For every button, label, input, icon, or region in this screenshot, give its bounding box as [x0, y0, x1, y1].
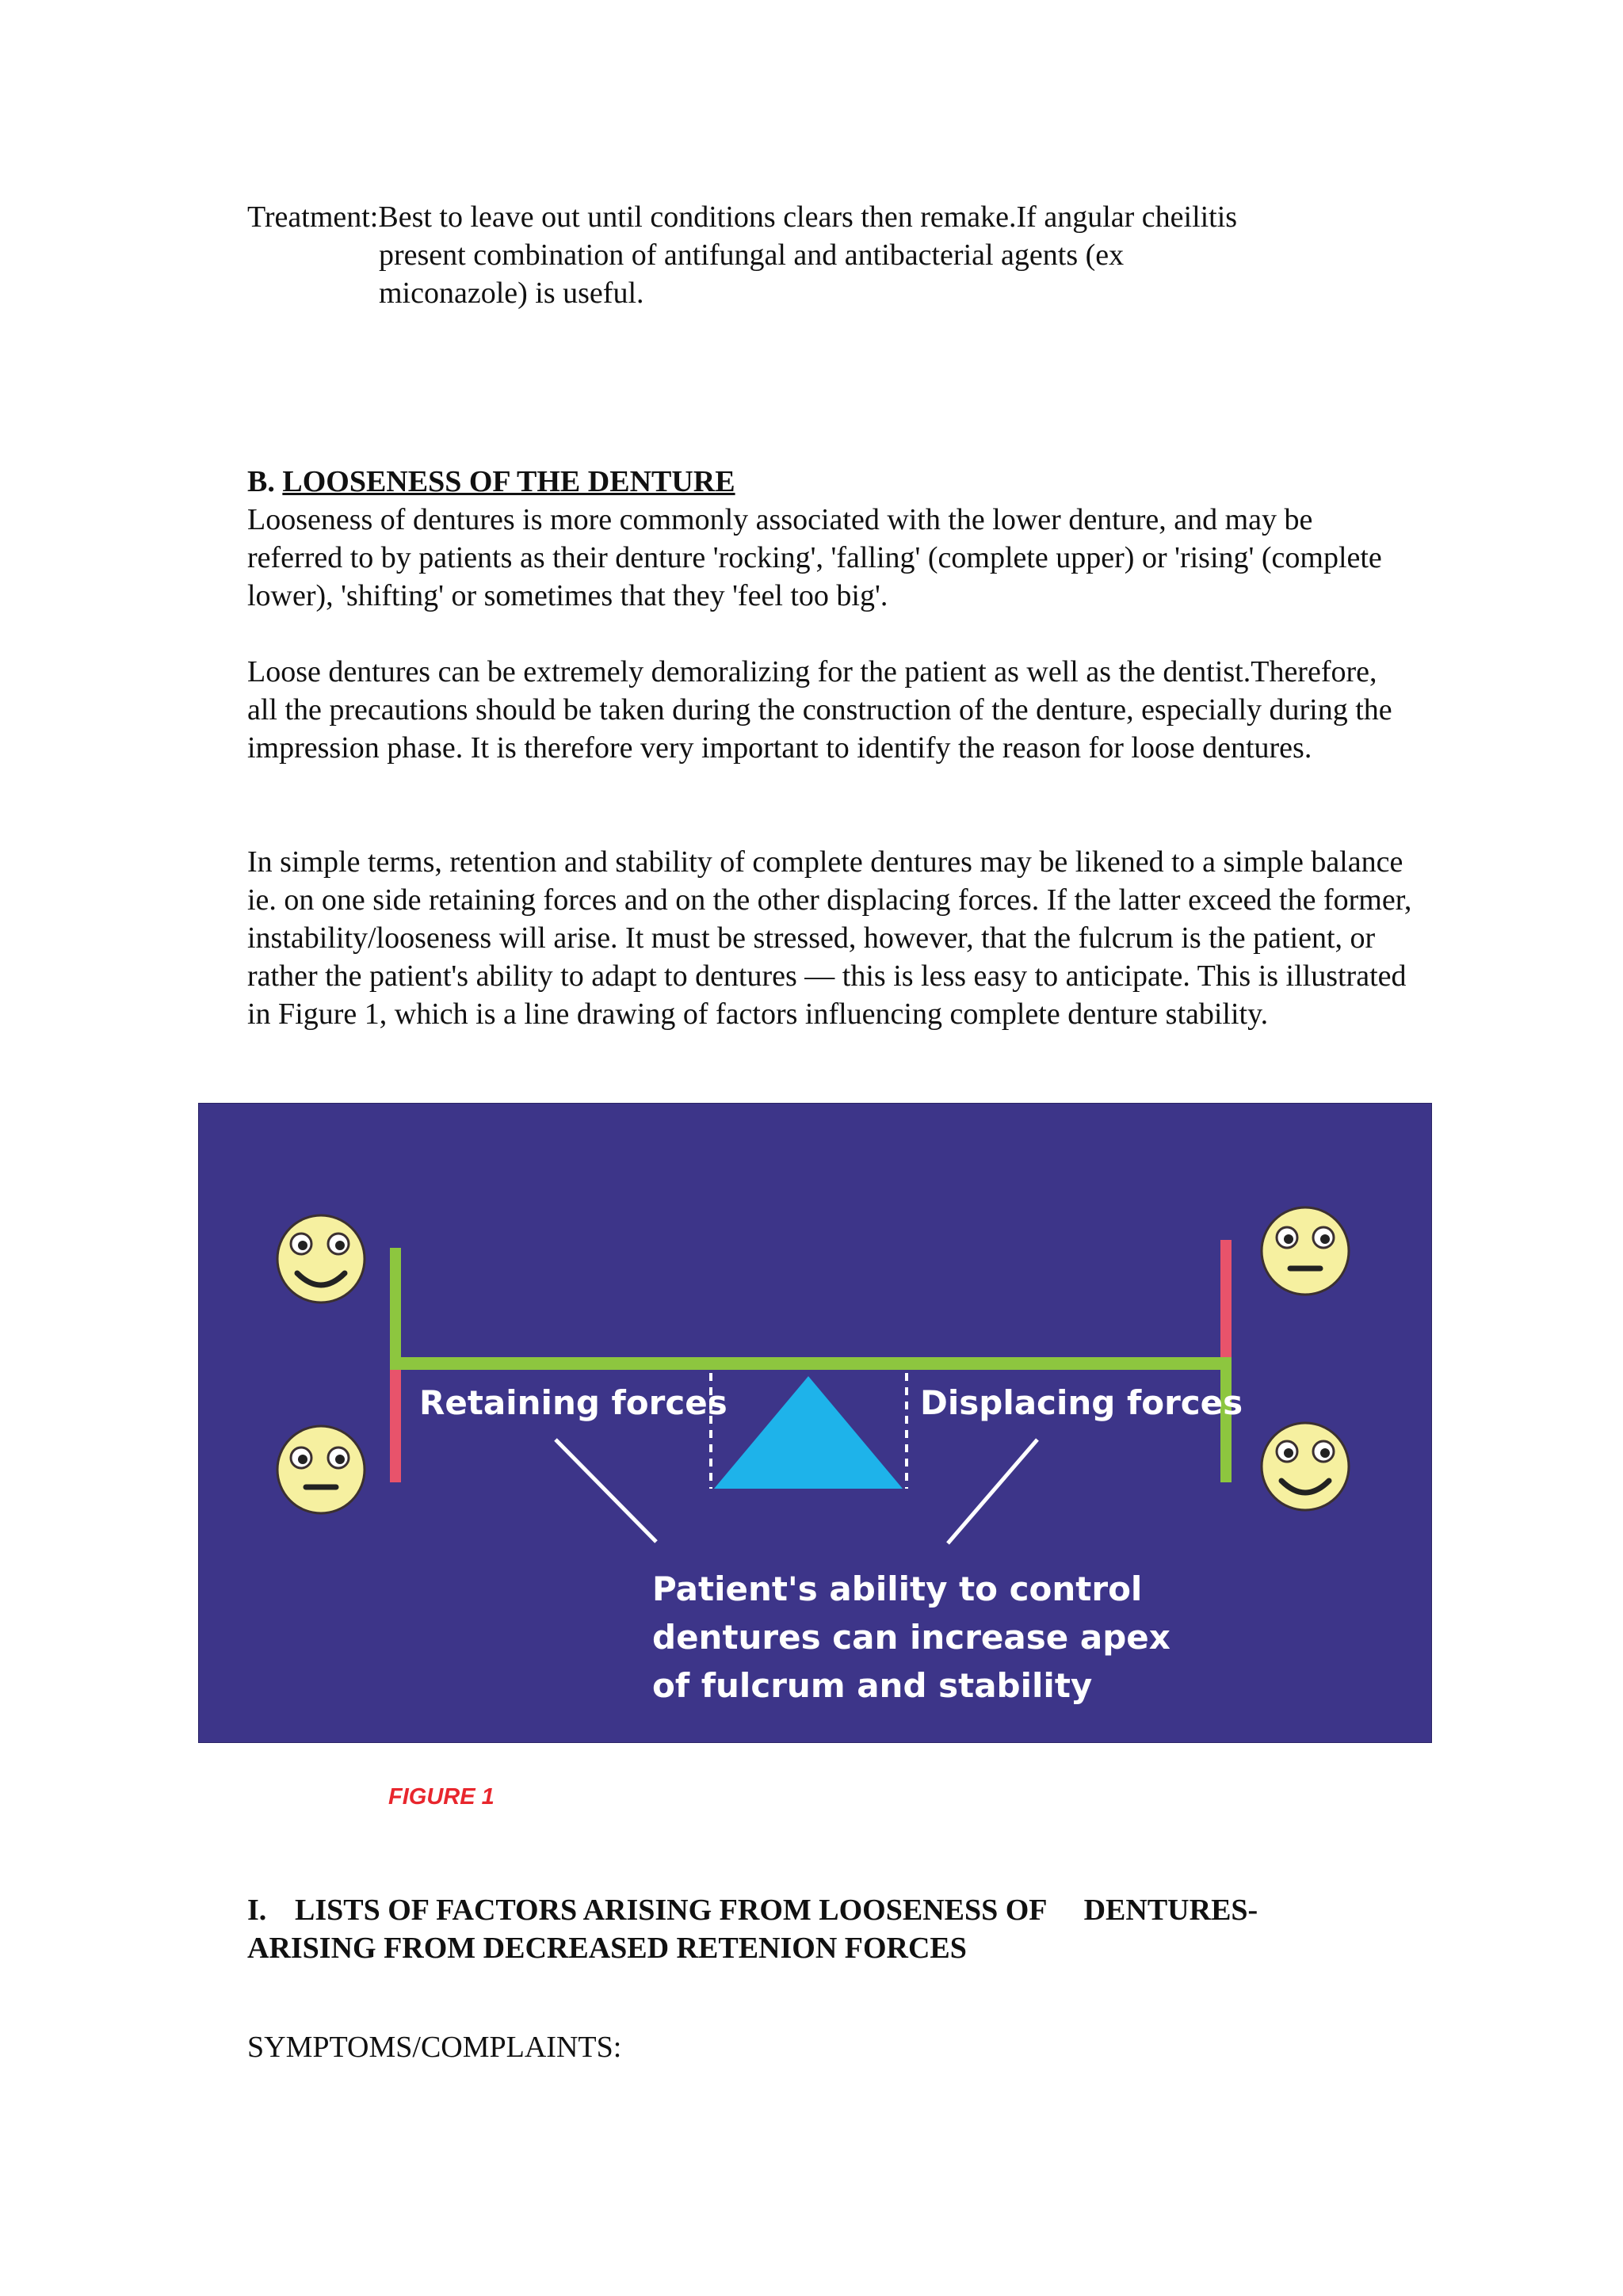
left-green-post — [390, 1248, 401, 1368]
happy-face-icon-bottom-right — [1262, 1423, 1349, 1510]
section-i-title-line-1: LISTS OF FACTORS ARISING FROM LOOSENESS OF DENTURES- — [295, 1894, 1258, 1927]
section-b-heading — [247, 463, 735, 501]
figure-caption-line-1: Patient's ability to control — [652, 1569, 1143, 1608]
section-b-paragraph-2: Loose dentures can be extremely demoralizing for the patient as well as the dentist.Therefore, all the precautions should be taken during the construction of the denture, especially during the impression phase. It is therefore very important to identify the reason for loose dentures. — [247, 655, 1392, 765]
symptoms-complaints-label: SYMPTOMS/COMPLAINTS: — [247, 2031, 622, 2064]
neutral-face-icon-bottom-left — [277, 1426, 365, 1513]
left-red-post — [390, 1367, 401, 1482]
figure-1-balance-diagram — [198, 1103, 1432, 1743]
treatment-line-2: present combination of antifungal and antibacterial agents (ex — [379, 238, 1125, 272]
right-pointer-line — [948, 1440, 1037, 1543]
figure-1-label: FIGURE 1 — [388, 1784, 495, 1810]
section-i-title-line-2: ARISING FROM DECREASED RETENION FORCES — [247, 1932, 967, 1965]
treatment-line-3: miconazole) is useful. — [379, 277, 644, 310]
balance-beam — [390, 1357, 1232, 1370]
section-b-title: LOOSENESS OF THE DENTURE — [282, 465, 735, 498]
treatment-paragraph — [247, 198, 1412, 312]
balance-diagram-svg — [199, 1104, 1433, 1744]
treatment-label: Treatment: — [247, 200, 379, 234]
right-red-post — [1220, 1240, 1232, 1368]
retaining-forces-label: Retaining forces — [419, 1383, 727, 1422]
figure-caption-line-2: dentures can increase apex — [652, 1618, 1170, 1657]
fulcrum-triangle — [714, 1376, 903, 1489]
left-pointer-line — [556, 1440, 656, 1542]
figure-caption-line-3: of fulcrum and stability — [652, 1666, 1093, 1705]
section-b-paragraph-1: Looseness of dentures is more commonly associated with the lower denture, and may be referred to by patients as their denture 'rocking', 'falling' (complete upper) or 'rising' (complete lower), 'shifting' or sometimes that they 'feel too big'. — [247, 503, 1382, 612]
section-b-paragraph-3: In simple terms, retention and stability of complete dentures may be likened to a simple balance ie. on one side retaining forces and on the other displacing forces. If the latter exceed the former, instability/looseness will arise. It must be stressed, however, that the fulcrum is the patient, or rather the patient's ability to adapt to dentures — this is less easy to anticipate. This is illustrated in Figure 1, which is a line drawing of factors influencing complete denture stability. — [247, 845, 1412, 1031]
happy-face-icon-top-left — [277, 1215, 365, 1302]
section-i-number: I. — [247, 1894, 267, 1927]
neutral-face-icon-top-right — [1262, 1207, 1349, 1295]
section-i-heading — [247, 1891, 1412, 1967]
treatment-line-1: Best to leave out until conditions clears then remake.If angular cheilitis — [378, 200, 1238, 234]
displacing-forces-label: Displacing forces — [920, 1383, 1243, 1422]
section-b-prefix: B. — [247, 465, 275, 498]
